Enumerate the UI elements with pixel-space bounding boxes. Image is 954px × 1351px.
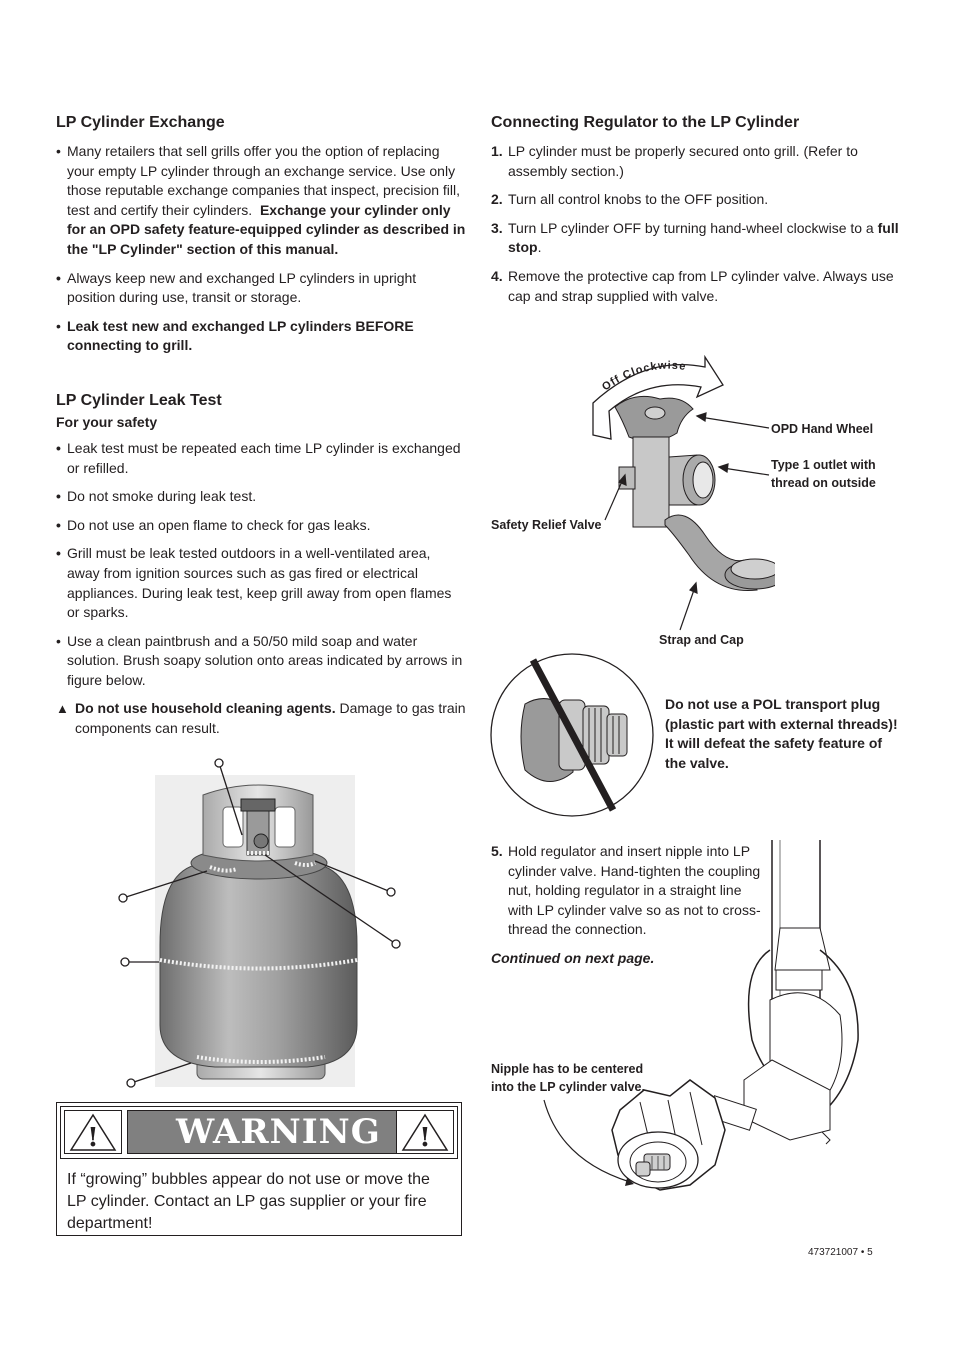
step-4: 4. Remove the protective cap from LP cylinder valve. Always use cap and strap supplied with valve. — [491, 267, 894, 304]
svg-text:!: ! — [87, 1123, 99, 1153]
svg-text:!: ! — [419, 1123, 431, 1153]
svg-text:Off Clockwise: Off Clockwise — [600, 359, 688, 394]
label-nipple-line-1: Nipple has to be centered — [491, 1062, 644, 1076]
label-nipple-line-2: into the LP cylinder valve. — [491, 1080, 645, 1094]
leak-test-subheading: For your safety — [56, 413, 158, 430]
label-outlet-line-2: thread on outside — [771, 476, 876, 490]
label-opd-hand-wheel: OPD Hand Wheel — [771, 422, 874, 436]
warning-triangle-icon-left — [64, 1110, 122, 1154]
continued-note: Continued on next page. — [491, 949, 655, 966]
leak-test-heading: LP Cylinder Leak Test — [56, 391, 222, 409]
warning-box — [56, 1102, 462, 1236]
exchange-bullet-1: • Many retailers that sell grills offer you the option of replacing your empty LP cylinder through an exchange service. Use only those reputable exchange companies that inspect, precision fill, test and certify their cylinders. Exchange your cylinder only for an OPD safety feature-equipped cylinder as described in the "LP Cylinder" section of this manual. — [56, 143, 466, 257]
caution-note: ▲ Do not use household cleaning agents. Damage to gas train components can result. — [56, 700, 466, 737]
regulator-connection-illustration — [540, 840, 920, 1240]
valve-leader-lines — [585, 355, 785, 645]
right-column — [491, 114, 911, 315]
pol-plug-prohibited-illustration — [489, 652, 655, 818]
warning-triangle-icon-right — [396, 1110, 454, 1154]
leak-bullet-3: • Do not use an open flame to check for gas leaks. — [56, 516, 371, 533]
warning-title: WARNING — [127, 1110, 397, 1154]
left-column — [56, 114, 466, 748]
step-1: 1. LP cylinder must be properly secured onto grill. (Refer to assembly section.) — [491, 143, 858, 179]
warning-header — [60, 1106, 458, 1159]
step-2: 2. Turn all control knobs to the OFF position. — [491, 191, 769, 208]
exchange-bullet-2: • Always keep new and exchanged LP cylinders in upright position during use, transit or storage. — [56, 269, 417, 306]
exchange-bullet-3: • Leak test new and exchanged LP cylinders BEFORE connecting to grill. — [56, 317, 414, 354]
leak-bullet-1: • Leak test must be repeated each time LP cylinder is exchanged or refilled. — [56, 439, 461, 476]
leak-bullet-4: • Grill must be leak tested outdoors in a well-ventilated area, away from ignition sources such as gas fired or electrical appliances. During leak test, keep grill away from open flames or sparks. — [56, 545, 452, 621]
step-3: 3. Turn LP cylinder OFF by turning hand-wheel clockwise to a full stop. — [491, 219, 899, 256]
label-strap-and-cap: Strap and Cap — [659, 633, 744, 647]
label-safety-relief-valve: Safety Relief Valve — [491, 518, 602, 532]
step-5: 5. Hold regulator and insert nipple into LP cylinder valve. Hand-tighten the coupling nut, holding regulator in a straight line with LP cylinder valve so as not to cross-thread the connection. — [491, 843, 761, 938]
exchange-heading: LP Cylinder Exchange — [56, 114, 225, 131]
leak-bullet-5: • Use a clean paintbrush and a 50/50 mild soap and water solution. Brush soapy solution onto areas indicated by arrows in figure below. — [56, 632, 463, 688]
leak-bullet-2: • Do not smoke during leak test. — [56, 488, 257, 505]
lp-cylinder-illustration — [115, 755, 415, 1095]
warning-text: If “growing” bubbles appear do not use or move the LP cylinder. Contact an LP gas supplier or your fire department! — [67, 1171, 430, 1232]
page-footer: 473721007 • 5 — [808, 1247, 873, 1258]
regulator-heading: Connecting Regulator to the LP Cylinder — [491, 114, 800, 131]
label-outlet-line-1: Type 1 outlet with — [771, 458, 876, 472]
pol-plug-warning: Do not use a POL transport plug (plastic part with external threads)! It will defeat the safety feature of the valve. — [665, 696, 898, 771]
caution-triangle-icon: ▲ — [56, 701, 69, 717]
